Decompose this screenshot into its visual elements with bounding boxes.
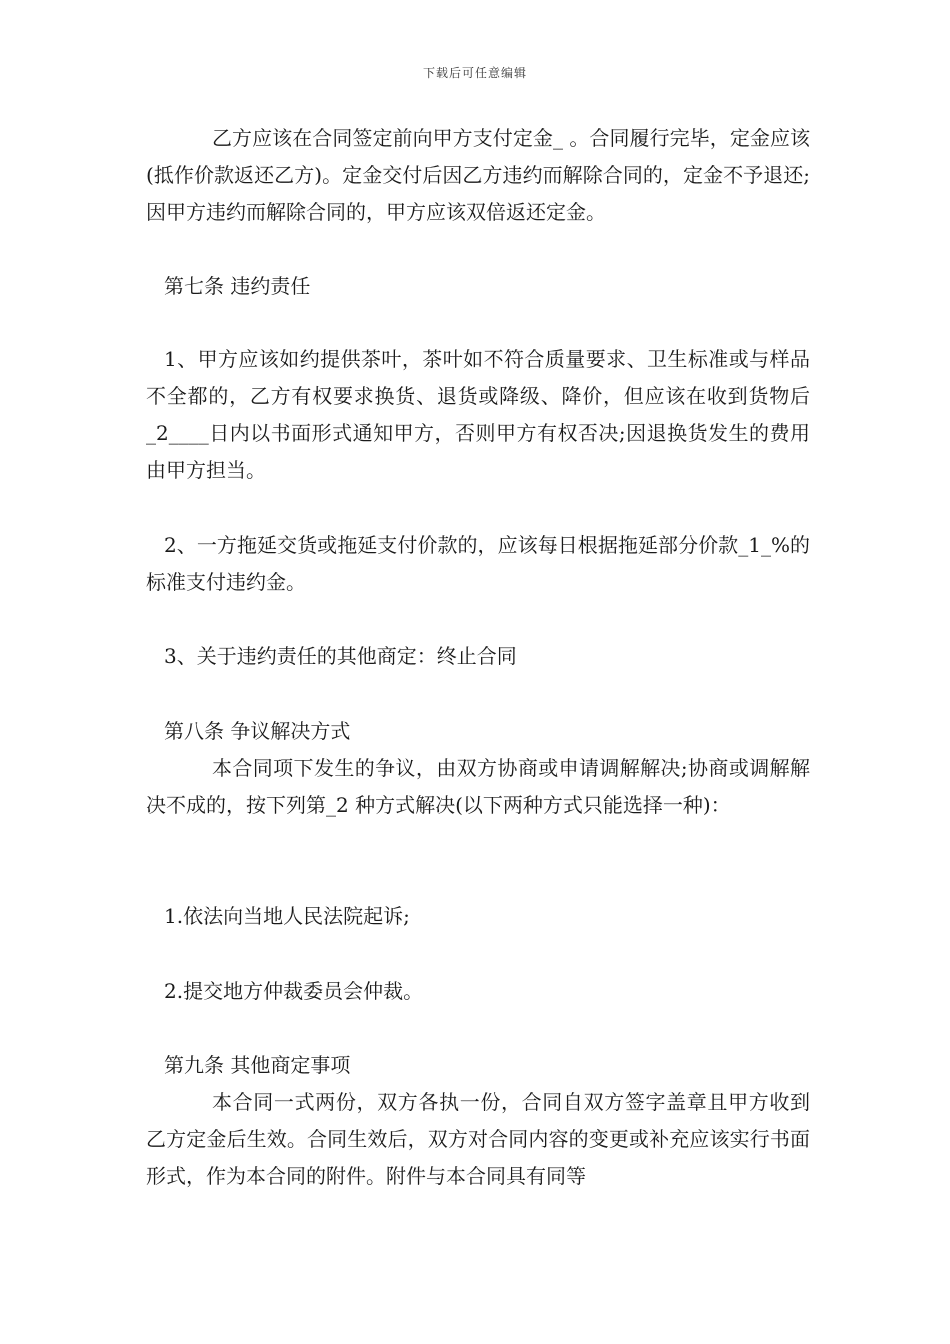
paragraph-article-7-item-1: [146, 341, 810, 489]
paragraph-article-9-body: [146, 1084, 810, 1195]
list-item: 1.依法向当地人民法院起诉;: [164, 904, 410, 928]
article-9-heading: [146, 1047, 810, 1084]
list-item: 3、关于违约责任的其他商定：终止合同: [164, 644, 517, 668]
list-item: 1、甲方应该如约提供茶叶，茶叶如不符合质量要求、卫生标准或与样品不全都的，乙方有权要求换货、退货或降级、降价，但应该在收到货物后_2____日内以书面形式通知甲方，否则甲方有权否决;因退换货发生的费用由甲方担当。: [146, 347, 810, 482]
paragraph-article-8-body: [146, 750, 810, 824]
article-8-heading: [146, 713, 810, 750]
paragraph-article-7-item-3: [146, 638, 810, 675]
paragraph-article-8-option-2: [146, 973, 810, 1010]
list-item: 2、一方拖延交货或拖延支付价款的，应该每日根据拖延部分价款_1_%的标准支付违约金。: [146, 533, 810, 594]
body-paragraph: 乙方应该在合同签定前向甲方支付定金_ 。合同履行完毕，定金应该(抵作价款返还乙方)。定金交付后因乙方违约而解除合同的，定金不予退还;因甲方违约而解除合同的，甲方应该双倍返还定金。: [146, 126, 810, 224]
section-heading: 第八条 争议解决方式: [164, 719, 351, 743]
body-paragraph: 本合同一式两份，双方各执一份，合同自双方签字盖章且甲方收到乙方定金后生效。合同生效后，双方对合同内容的变更或补充应该实行书面形式，作为本合同的附件。附件与本合同具有同等: [146, 1090, 810, 1188]
page-header: 下载后可任意编辑: [422, 66, 527, 80]
paragraph-article-8-option-1: [146, 898, 810, 935]
section-heading: 第七条 违约责任: [164, 274, 311, 298]
paragraph-deposit-clause: [146, 120, 810, 231]
body-paragraph: 本合同项下发生的争议，由双方协商或申请调解解决;协商或调解解决不成的，按下列第_2 种方式解决(以下两种方式只能选择一种)：: [146, 756, 810, 817]
section-heading: 第九条 其他商定事项: [164, 1053, 351, 1077]
article-7-heading: [146, 268, 810, 305]
list-item: 2.提交地方仲裁委员会仲裁。: [164, 979, 424, 1003]
paragraph-article-7-item-2: [146, 527, 810, 601]
